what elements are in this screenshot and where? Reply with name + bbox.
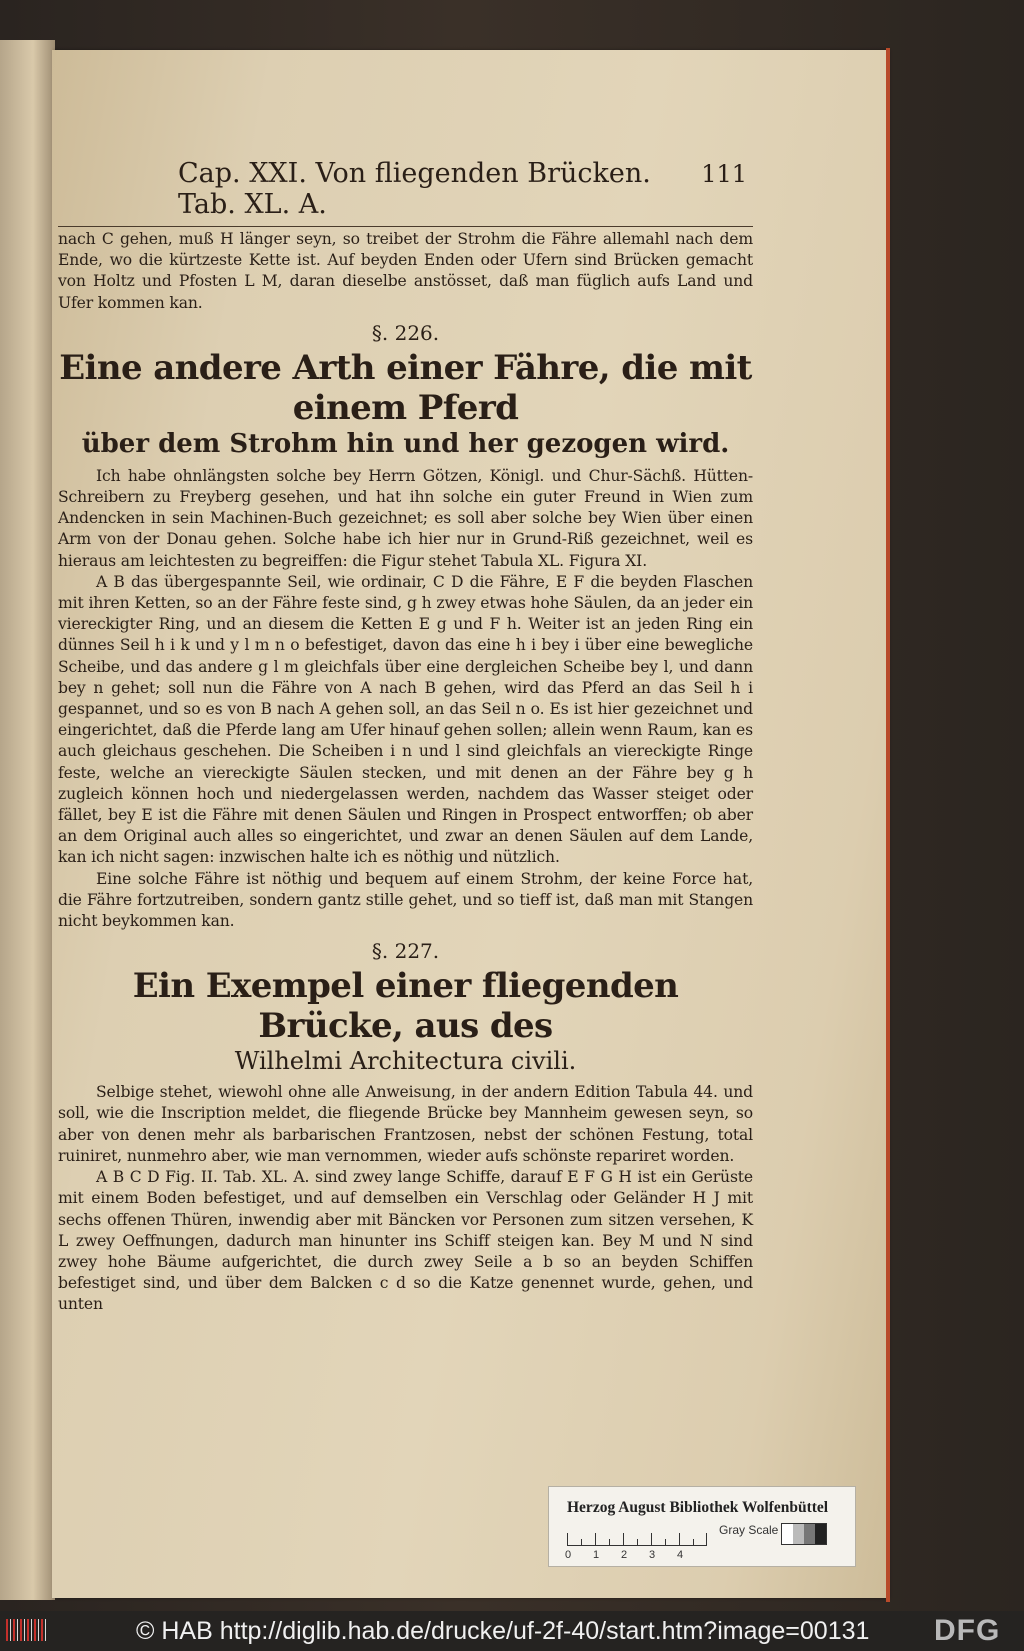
ruler-number: 0 xyxy=(565,1549,572,1561)
paragraph-bridge-description: A B C D Fig. II. Tab. XL. A. sind zwey lange Schiffe, darauf E F G H ist ein Gerüste mit einem Boden befestiget, und auf demselben ein Verschlag oder Geländer H J mit sechs offenen Thüren, inwendig aber mit Bäncken vor Personen zum sitzen versehen, K L zwey Oeffnungen, dadurch man hinunter ins Schiff steigen kan. Bey M und N sind zwey hohe Bäume aufgerichtet, die durch zwey Seile a b so an beyden Schiffen befestiget sind, und über dem Balcken c d so die Katze genennet wurde, gehen, und unten xyxy=(58,1168,753,1314)
paragraph-ferry-intro: Ich habe ohnlängsten solche bey Herrn Götzen, Königl. und Chur-Sächß. Hütten-Schreibern zu Freyberg gesehen, und hat ihn solche ein guter Freund in Wien zum Andencken in sein Machinen-Buch gezeichnet; es soll aber solche bey Wien über einen Arm von der Donau gehen. Solche habe ich hier nur in Grund-Riß gezeichnet, weil es hieraus am leichtesten zu begreiffen: die Figur stehet Tabula XL. Figura XI. xyxy=(58,466,753,570)
section-heading-226-line2: über dem Strohm hin und her gezogen wird. xyxy=(81,428,730,459)
running-header xyxy=(58,158,753,227)
ruler-tick xyxy=(651,1533,652,1545)
dfg-logo: DFG xyxy=(934,1614,1001,1647)
gray-scale-label: Gray Scale xyxy=(719,1523,779,1537)
ruler-tick xyxy=(595,1533,596,1545)
ruler-tick xyxy=(679,1533,680,1545)
ruler-number: 4 xyxy=(677,1549,684,1561)
ruler-tick xyxy=(637,1539,638,1545)
previous-page-edge xyxy=(0,40,55,1600)
ruler-number: 1 xyxy=(593,1549,600,1561)
paragraph-continued: nach C gehen, muß H länger seyn, so treibet der Strohm die Fähre allemahl nach dem Ende, wo die kürtzeste Kette ist. Auf beyden Enden oder Ufern sind Brücken gemacht von Holtz und Pfosten L M, daran dieselbe anstösset, daß man füglich aufs Land und Ufer kommen kan. xyxy=(58,230,753,312)
viewer-footer xyxy=(0,1611,1024,1651)
paragraph-ferry-description: A B das übergespannte Seil, wie ordinair, C D die Fähre, E F die beyden Flaschen mit ihren Ketten, so an der Fähre feste sind, g h zwey etwas hohe Säulen, da an jeder ein viereckigter Ring, und an diesem die Ketten E g und F h. Weiter ist an jeden Ring ein dünnes Seil h i k und y l m n o befestiget, davon das eine h i bey i über eine bewegliche Scheibe, und das andere g l m gleichfals über eine dergleichen Scheibe bey l, und dann bey n gehet; soll nun die Fähre von A nach B gehen, wird das Pferd an das Seil h i gespannet, und so es von B nach A gehen soll, an das Seil n o. Es ist hier gezeichnet und eingerichtet, daß die Pferde lang am Ufer hinauf gehen sollen; allein wenn Raum, kan es auch gleichaus geschehen. Die Scheiben i n und l sind gleichfals an viereckigte Ringe feste, welche an viereckigte Säulen stecken, und mit denen an der Fähre bey g h zugleich können hoch und niedergelassen werden, nachdem das Wasser steiget oder fället, bey E ist die Fähre mit denen Säulen und Ringen in Prospect entworffen; ob aber an dem Original auch alles so eingerichtet, und zwar an denen Säulen auf dem Lande, kan ich nicht sagen: inzwischen halte ich es nöthig und nützlich. xyxy=(58,572,753,867)
page-edge-strip xyxy=(886,48,890,1602)
library-name: Herzog August Bibliothek Wolfenbüttel xyxy=(567,1499,829,1516)
gray-scale-swatch xyxy=(781,1523,827,1545)
ruler-tick xyxy=(609,1539,610,1545)
page-number: 111 xyxy=(701,160,747,188)
page-text-block xyxy=(58,158,753,1316)
ruler-tick xyxy=(581,1539,582,1545)
ruler-number: 3 xyxy=(649,1549,656,1561)
ruler-tick xyxy=(693,1539,694,1545)
section-heading-227-line2: Wilhelmi Architectura civili. xyxy=(234,1047,577,1076)
section-heading-227-line1: Ein Exempel einer fliegenden Brücke, aus des xyxy=(132,966,679,1047)
section-heading-226-line1: Eine andere Arth einer Fähre, die mit einem Pferd xyxy=(59,347,752,428)
running-title: Cap. XXI. Von fliegenden Brücken. Tab. XL. A. xyxy=(178,158,651,220)
paragraph-mannheim-bridge: Selbige stehet, wiewohl ohne alle Anweisung, in der andern Edition Tabula 44. und soll, wie die Inscription meldet, die fliegende Brücke bey Mannheim gewesen seyn, so aber von denen mehr als barbarischen Frantzosen, nebst der schönen Festung, total ruiniret, nunmehro aber, wie man vernommen, wieder aufs schönste repariret worden. xyxy=(58,1083,753,1165)
section-number-226: §. 226. xyxy=(371,320,440,345)
source-url-text[interactable]: © HAB http://diglib.hab.de/drucke/uf-2f-40/start.htm?image=00131 xyxy=(136,1617,870,1645)
ruler-tick xyxy=(665,1539,666,1545)
ruler-tick xyxy=(567,1533,568,1545)
library-label-card xyxy=(548,1486,856,1567)
ruler-tick xyxy=(706,1533,707,1545)
ruler-number: 2 xyxy=(621,1549,628,1561)
scale-ruler xyxy=(567,1525,707,1546)
paragraph-ferry-usage: Eine solche Fähre ist nöthig und bequem auf einem Strohm, der keine Force hat, die Fähre fortzutreiben, sondern gantz stille gehet, und so tieff ist, daß man mit Stangen nicht beykommen kan. xyxy=(58,869,753,931)
section-number-227: §. 227. xyxy=(371,939,440,964)
ruler-tick xyxy=(623,1533,624,1545)
hab-barcode-icon xyxy=(6,1619,46,1641)
